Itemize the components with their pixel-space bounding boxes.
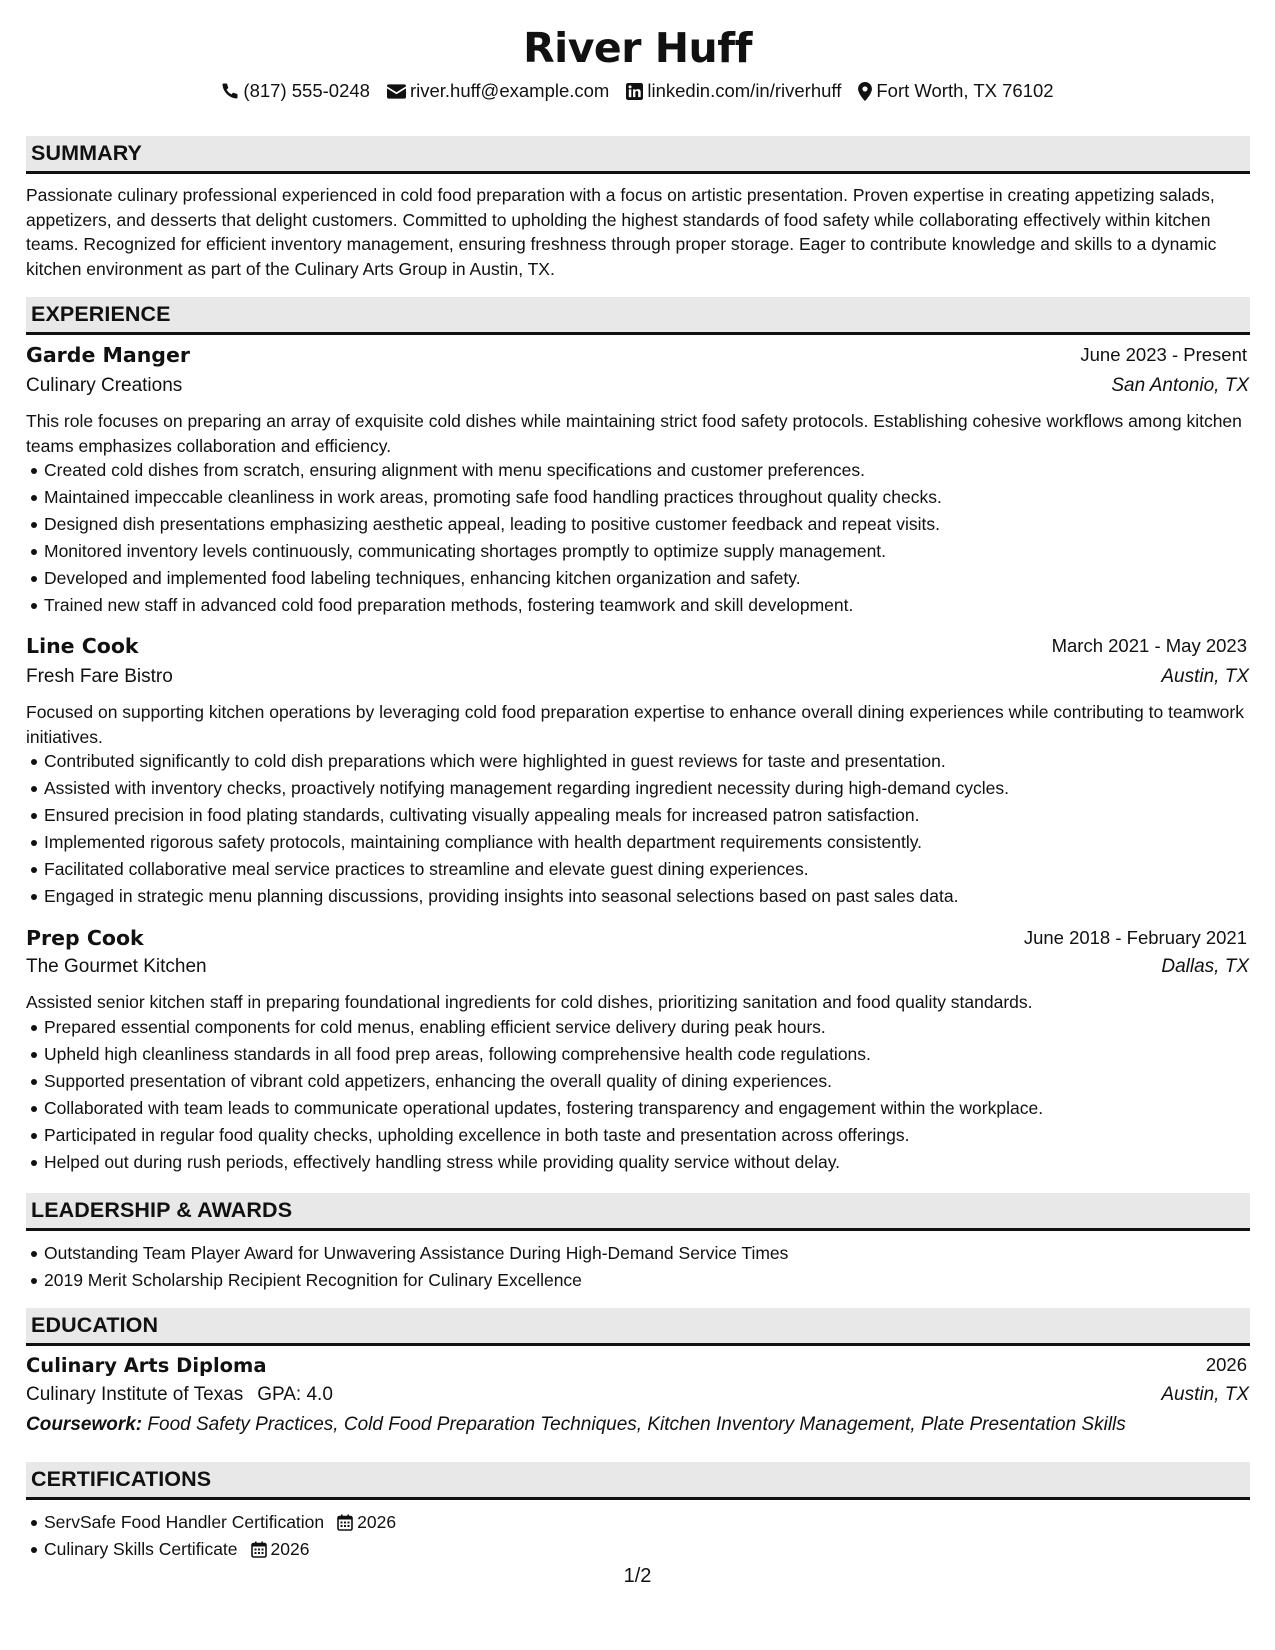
list-item: Supported presentation of vibrant cold appetizers, enhancing the overall quality of dining experiences. (44, 1068, 1268, 1095)
education-school-line (26, 1384, 333, 1406)
job-company: Fresh Fare Bistro (26, 666, 173, 687)
job-dates: June 2018 - February 2021 (1023, 927, 1247, 948)
job-company: The Gourmet Kitchen (26, 956, 207, 977)
contact-bar (0, 78, 1275, 104)
list-item: 2019 Merit Scholarship Recipient Recognition for Culinary Excellence (44, 1267, 1268, 1294)
list-item: Helped out during rush periods, effectively handling stress while providing quality service without delay. (44, 1149, 1268, 1176)
coursework-text: Food Safety Practices, Cold Food Preparation Techniques, Kitchen Inventory Management, Plate Presentation Skills (147, 1414, 1126, 1435)
list-item: Implemented rigorous safety protocols, maintaining compliance with health department requirements consistently. (44, 829, 1268, 856)
education-degree: Culinary Arts Diploma (26, 1354, 267, 1377)
list-item (44, 1536, 1268, 1563)
job-dates: June 2023 - Present (1080, 344, 1247, 365)
summary-text: Passionate culinary professional experienced in cold food preparation with a focus on artistic presentation. Proven expertise in creating appetizing salads, appetizers, and desserts that delight customers. Committed to upholding the highest standards of food safety while collaborating effectively within kitchen teams. Recognized for efficient inventory management, ensuring freshness through proper storage. Eager to contribute knowledge and skills to a dynamic kitchen environment as part of the Culinary Arts Group in Austin, TX. (26, 185, 1217, 279)
list-item: Facilitated collaborative meal service practices to streamline and elevate guest dining experiences. (44, 856, 1268, 883)
experience-heading: EXPERIENCE (26, 297, 1250, 335)
awards-list (26, 1240, 1268, 1294)
list-item: Contributed significantly to cold dish preparations which were highlighted in guest reviews for taste and presentation. (44, 748, 1268, 775)
list-item: Developed and implemented food labeling techniques, enhancing kitchen organization and safety. (44, 565, 1268, 592)
list-item: Trained new staff in advanced cold food preparation methods, fostering teamwork and skill development. (44, 592, 1268, 619)
list-item (44, 1509, 1268, 1536)
job-bullets (26, 748, 1268, 910)
location-text: Fort Worth, TX 76102 (876, 80, 1054, 101)
coursework-label: Coursework: (26, 1414, 143, 1435)
list-item: Maintained impeccable cleanliness in work areas, promoting safe food handling practices throughout quality checks. (44, 484, 1268, 511)
job-description: Assisted senior kitchen staff in preparing foundational ingredients for cold dishes, prioritizing sanitation and food quality standards. (26, 992, 1033, 1012)
education-gpa: GPA: 4.0 (257, 1384, 333, 1405)
list-item: Collaborated with team leads to communicate operational updates, fostering transparency and engagement within the workplace. (44, 1095, 1268, 1122)
contact-linkedin[interactable] (626, 80, 841, 102)
linkedin-text: linkedin.com/in/riverhuff (647, 80, 842, 101)
job-description: Focused on supporting kitchen operations by leveraging cold food preparation expertise to enhance overall dining experiences while contributing to teamwork initiatives. (26, 702, 1244, 747)
list-item: Participated in regular food quality checks, upholding excellence in both taste and presentation across offerings. (44, 1122, 1268, 1149)
list-item: Engaged in strategic menu planning discussions, providing insights into seasonal selections based on past sales data. (44, 883, 1268, 910)
certifications-heading: CERTIFICATIONS (26, 1462, 1250, 1500)
list-item: Ensured precision in food plating standards, cultivating visually appealing meals for increased patron satisfaction. (44, 802, 1268, 829)
cert-date (337, 1509, 396, 1536)
list-item: Outstanding Team Player Award for Unwavering Assistance During High-Demand Service Times (44, 1240, 1268, 1267)
candidate-name: River Huff (523, 24, 752, 72)
job-location: San Antonio, TX (1111, 375, 1249, 396)
education-location: Austin, TX (1161, 1384, 1249, 1405)
cert-name: Culinary Skills Certificate (44, 1539, 238, 1559)
job-bullets (26, 457, 1268, 619)
list-item: Prepared essential components for cold menus, enabling efficient service delivery during peak hours. (44, 1014, 1268, 1041)
contact-email[interactable] (387, 80, 609, 102)
phone-text: (817) 555-0248 (243, 80, 370, 101)
list-item: Upheld high cleanliness standards in all food prep areas, following comprehensive health code regulations. (44, 1041, 1268, 1068)
phone-icon (221, 82, 239, 100)
cert-date (251, 1536, 310, 1563)
education-year: 2026 (1205, 1354, 1247, 1375)
email-text: river.huff@example.com (409, 80, 610, 101)
job-bullets (26, 1014, 1268, 1176)
page-number: 1/2 (623, 1565, 652, 1587)
cert-year: 2026 (270, 1539, 310, 1559)
education-school: Culinary Institute of Texas (26, 1384, 244, 1405)
list-item: Created cold dishes from scratch, ensuring alignment with menu specifications and customer preferences. (44, 457, 1268, 484)
job-location: Dallas, TX (1161, 956, 1249, 977)
job-title: Garde Manger (26, 343, 190, 367)
calendar-icon (251, 1541, 267, 1558)
job-company: Culinary Creations (26, 375, 183, 396)
cert-year: 2026 (357, 1512, 397, 1532)
calendar-icon (337, 1514, 353, 1531)
envelope-icon (387, 84, 406, 99)
contact-phone[interactable] (221, 80, 370, 102)
cert-name: ServSafe Food Handler Certification (44, 1512, 325, 1532)
awards-heading: LEADERSHIP & AWARDS (26, 1193, 1250, 1231)
list-item: Monitored inventory levels continuously, communicating shortages promptly to optimize supply management. (44, 538, 1268, 565)
certifications-list (26, 1509, 1268, 1563)
education-coursework (26, 1414, 1126, 1436)
job-location: Austin, TX (1161, 666, 1249, 687)
contact-location (858, 80, 1053, 102)
job-title: Line Cook (26, 634, 139, 658)
education-heading: EDUCATION (26, 1308, 1250, 1346)
list-item: Designed dish presentations emphasizing aesthetic appeal, leading to positive customer feedback and repeat visits. (44, 511, 1268, 538)
job-title: Prep Cook (26, 926, 144, 950)
job-description: This role focuses on preparing an array of exquisite cold dishes while maintaining strict food safety protocols. Establishing cohesive workflows among kitchen teams emphasizes collaboration and efficiency. (26, 411, 1242, 456)
job-dates: March 2021 - May 2023 (1051, 635, 1247, 656)
map-pin-icon (858, 82, 872, 101)
linkedin-icon (626, 83, 643, 100)
list-item: Assisted with inventory checks, proactively notifying management regarding ingredient necessity during high-demand cycles. (44, 775, 1268, 802)
summary-heading: SUMMARY (26, 136, 1250, 174)
